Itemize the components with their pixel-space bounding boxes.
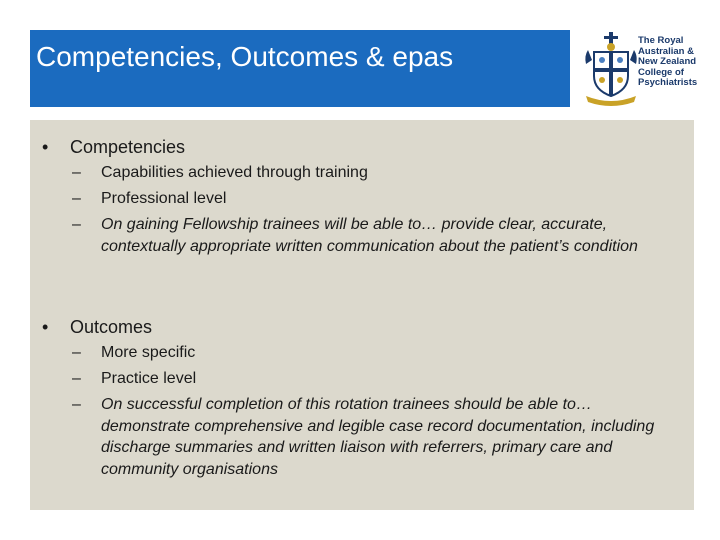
item-text: Practice level <box>101 370 197 387</box>
list-item <box>72 214 684 257</box>
content-box <box>30 120 694 510</box>
slide-title: Competencies, Outcomes & epas <box>36 41 454 72</box>
crest-icon <box>582 30 640 106</box>
list-item <box>72 342 684 364</box>
item-text: On gaining Fellowship trainees will be able to… provide clear, accurate, contextually appropriate written communication about the patient’s condition <box>101 216 638 255</box>
item-text: On successful completion of this rotation trainees should be able to… demonstrate comprehensive and legible case record documentation, including discharge summaries and written liaison with referrers, primary care and community organisations <box>101 396 655 478</box>
dash-marker: – <box>72 216 81 233</box>
item-text: Capabilities achieved through training <box>101 164 368 181</box>
dash-marker: – <box>72 190 81 207</box>
heading-competencies: Competencies <box>70 137 186 157</box>
dash-marker: – <box>72 164 81 181</box>
dash-marker: – <box>72 396 81 413</box>
list-item <box>72 188 684 210</box>
item-text: Professional level <box>101 190 227 207</box>
bullet-marker: • <box>42 137 49 157</box>
title-bar <box>30 30 570 107</box>
list-item <box>72 162 684 184</box>
dash-marker: – <box>72 344 81 361</box>
item-text: More specific <box>101 344 196 361</box>
list-item <box>72 368 684 390</box>
heading-outcomes: Outcomes <box>70 317 153 337</box>
dash-marker: – <box>72 370 81 387</box>
list-item <box>72 394 684 480</box>
logo-text: The Royal Australian & New Zealand College of Psychiatrists <box>638 35 698 88</box>
bullet-marker: • <box>42 317 49 337</box>
college-logo <box>572 28 696 108</box>
